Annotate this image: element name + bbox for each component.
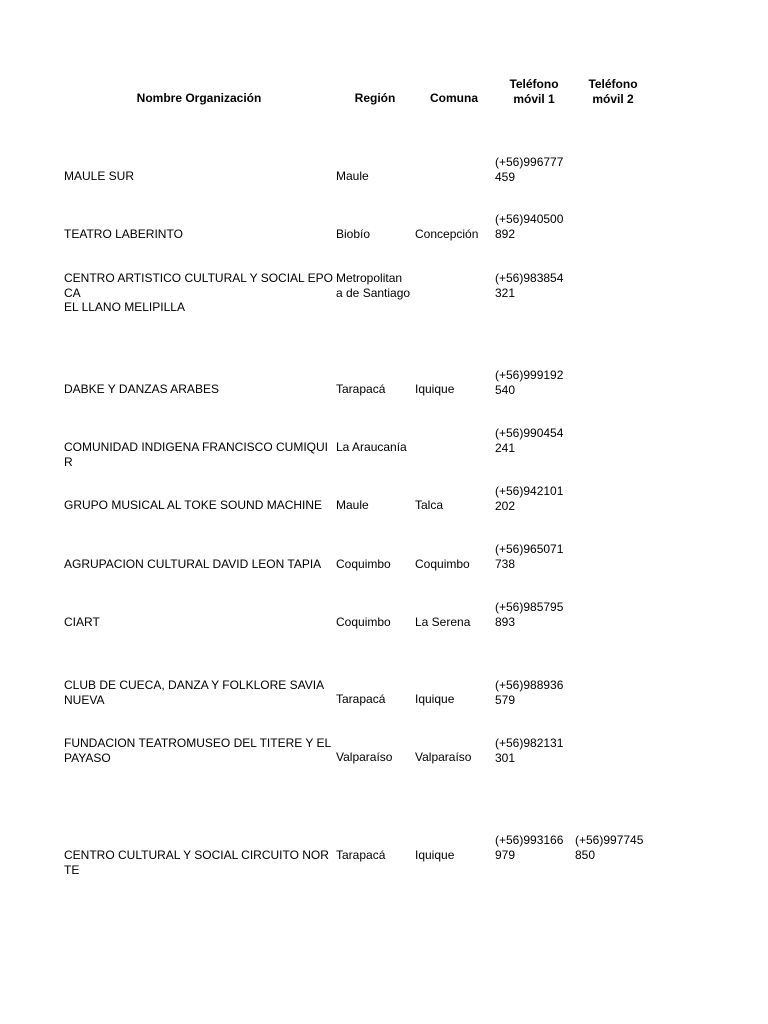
table-cell-phone-1: (+56)993166 979 (495, 833, 564, 862)
column-header-phone-1: Teléfono móvil 1 (509, 77, 559, 106)
table-cell-phone-1: (+56)999192 540 (495, 368, 564, 397)
table-cell-region: Biobío (336, 227, 371, 241)
table-cell-name: COMUNIDAD INDIGENA FRANCISCO CUMIQUIR (64, 440, 329, 469)
table-cell-phone-1: (+56)983854 321 (495, 271, 564, 300)
table-cell-comuna: Concepción (415, 227, 479, 241)
table-cell-comuna: Iquique (415, 692, 455, 706)
table-cell-name: GRUPO MUSICAL AL TOKE SOUND MACHINE (64, 498, 323, 512)
table-cell-comuna: Iquique (415, 848, 455, 862)
table-cell-region: La Araucanía (336, 440, 407, 454)
table-cell-phone-2: (+56)997745 850 (575, 833, 644, 862)
table-cell-phone-1: (+56)940500 892 (495, 212, 564, 241)
table-cell-region: Tarapacá (336, 382, 386, 396)
table-cell-region: Coquimbo (336, 557, 391, 571)
table-cell-comuna: Coquimbo (415, 557, 470, 571)
table-cell-region: Maule (336, 498, 369, 512)
column-header-phone-2: Teléfono móvil 2 (588, 77, 638, 106)
column-header-region: Región (354, 91, 396, 105)
table-cell-region: Valparaíso (336, 750, 393, 764)
table-cell-comuna: Valparaíso (415, 750, 472, 764)
table-cell-name: AGRUPACION CULTURAL DAVID LEON TAPIA (64, 557, 322, 571)
table-cell-name: CIART (64, 615, 100, 629)
table-cell-region: Tarapacá (336, 848, 386, 862)
table-cell-phone-1: (+56)996777 459 (495, 155, 564, 184)
table-cell-name: FUNDACION TEATROMUSEO DEL TITERE Y EL PAYASO (64, 736, 332, 765)
table-cell-phone-1: (+56)982131 301 (495, 736, 564, 765)
table-cell-name: CENTRO ARTISTICO CULTURAL Y SOCIAL EPOCA EL LLANO MELIPILLA (64, 271, 333, 314)
table-cell-region: Coquimbo (336, 615, 391, 629)
table-cell-comuna: La Serena (415, 615, 471, 629)
table-cell-phone-1: (+56)942101 202 (495, 484, 564, 513)
table-cell-name: CENTRO CULTURAL Y SOCIAL CIRCUITO NORTE (64, 848, 329, 877)
table-cell-name: TEATRO LABERINTO (64, 227, 183, 241)
column-header-name: Nombre Organización (136, 91, 262, 105)
table-cell-region: Tarapacá (336, 692, 386, 706)
table-cell-name: DABKE Y DANZAS ARABES (64, 382, 219, 396)
table-cell-comuna: Talca (415, 498, 444, 512)
column-header-comuna: Comuna (430, 91, 478, 105)
table-cell-name: CLUB DE CUECA, DANZA Y FOLKLORE SAVIA NUEVA (64, 678, 325, 707)
table-cell-phone-1: (+56)985795 893 (495, 600, 564, 629)
table-cell-phone-1: (+56)965071 738 (495, 542, 564, 571)
table-cell-phone-1: (+56)988936 579 (495, 678, 564, 707)
table-cell-region: Maule (336, 169, 369, 183)
table-cell-comuna: Iquique (415, 382, 455, 396)
table-cell-phone-1: (+56)990454 241 (495, 426, 564, 455)
table-cell-region: Metropolitan a de Santiago (336, 271, 411, 300)
table-cell-name: MAULE SUR (64, 169, 135, 183)
